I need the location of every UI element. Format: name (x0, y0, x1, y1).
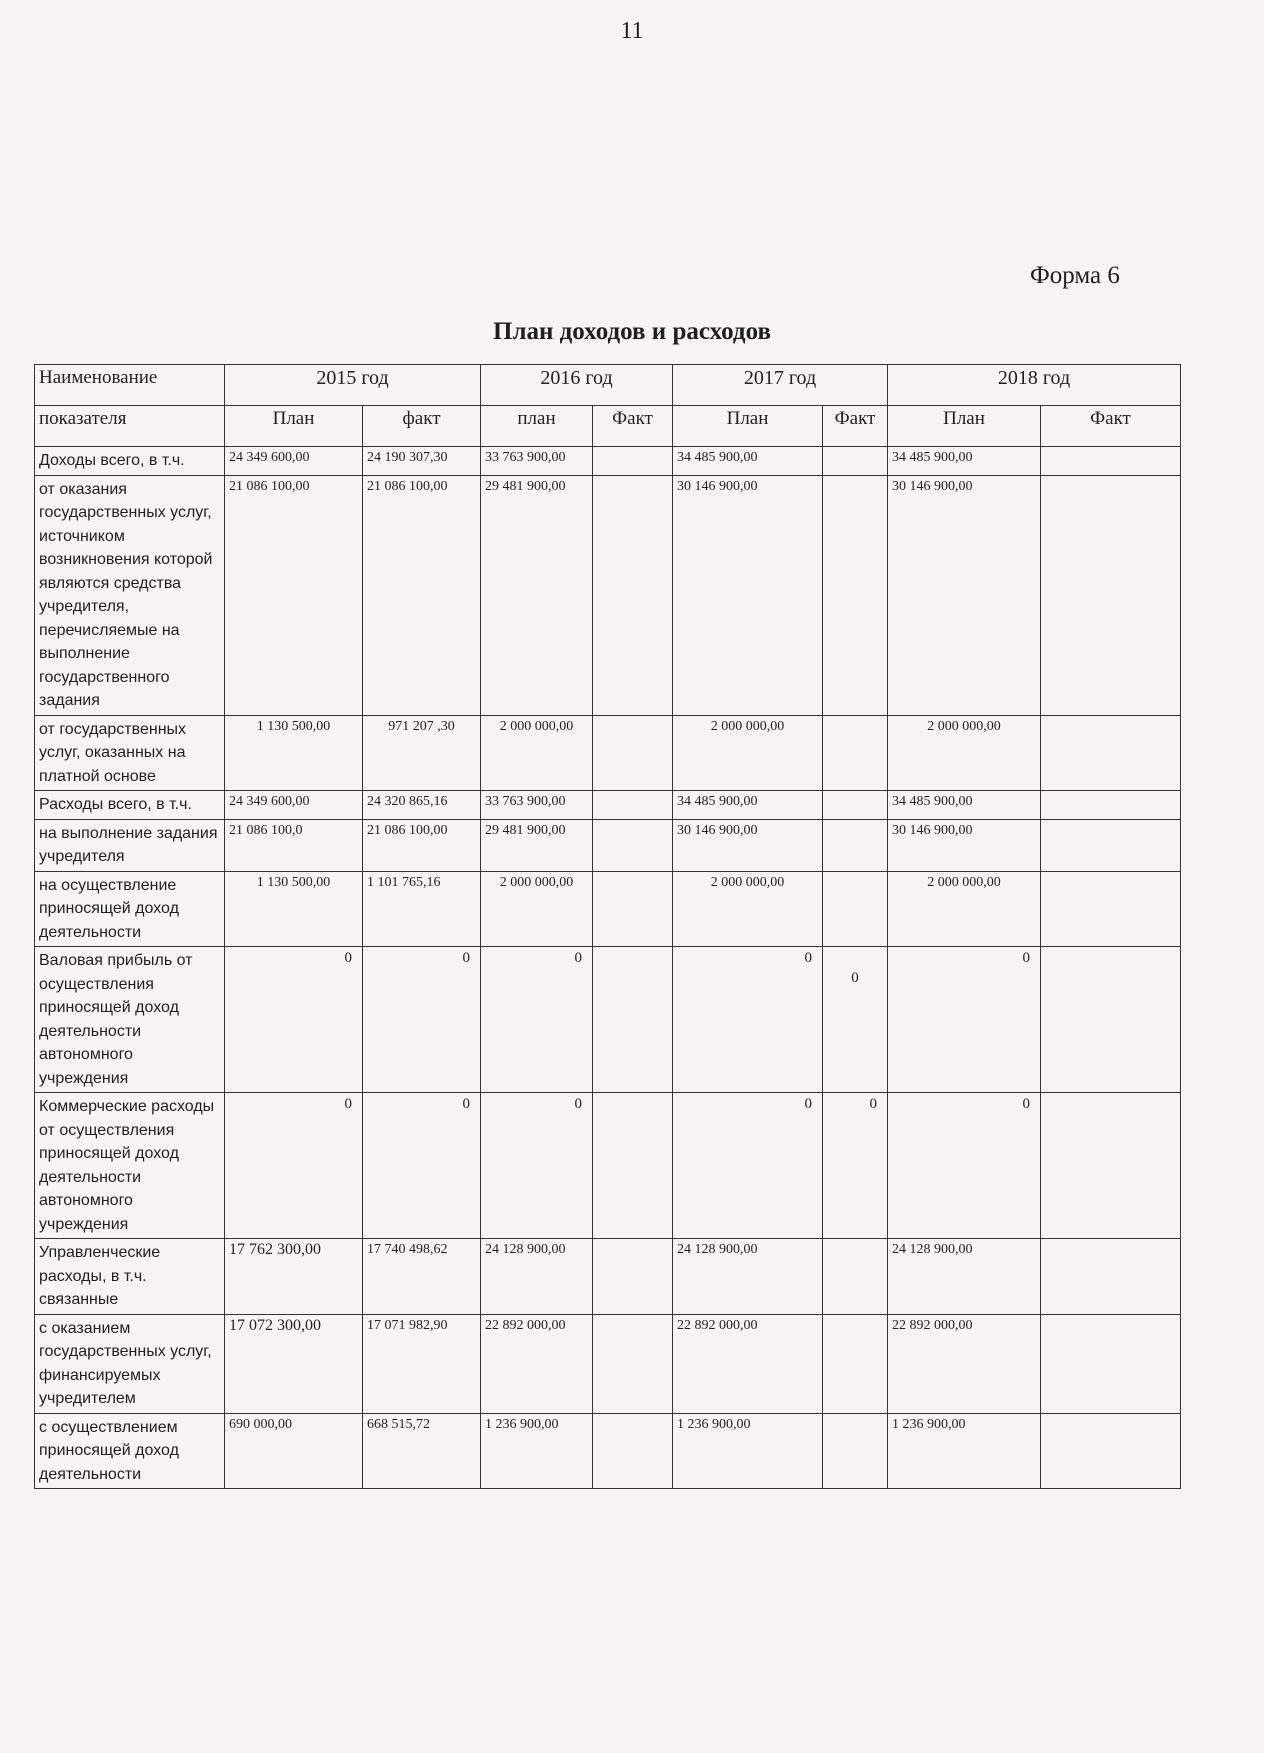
header-row-sub (35, 406, 1181, 447)
value-cell (1041, 871, 1181, 947)
income-expense-table (34, 364, 1181, 1489)
table-row (35, 447, 1181, 476)
value-cell: 1 130 500,00 (225, 871, 363, 947)
header-sub-cell: Факт (593, 406, 673, 447)
value-cell: 24 128 900,00 (888, 1239, 1041, 1315)
header-year-2015: 2015 год (225, 365, 481, 406)
value-cell (823, 1314, 888, 1413)
value-cell (1041, 791, 1181, 820)
value-cell: 34 485 900,00 (888, 791, 1041, 820)
value-cell (823, 447, 888, 476)
row-name: Управленческие расходы, в т.ч. связанные (35, 1239, 225, 1315)
value-cell: 1 236 900,00 (888, 1413, 1041, 1489)
value-cell: 2 000 000,00 (888, 715, 1041, 791)
value-cell: 2 000 000,00 (888, 871, 1041, 947)
value-cell (823, 1239, 888, 1315)
table-row (35, 871, 1181, 947)
header-sub-cell: План (888, 406, 1041, 447)
value-cell (1041, 819, 1181, 871)
value-cell: 0 (363, 1093, 481, 1239)
table-row (35, 1093, 1181, 1239)
value-cell (823, 715, 888, 791)
value-cell (593, 1093, 673, 1239)
value-cell (593, 1314, 673, 1413)
value-cell: 690 000,00 (225, 1413, 363, 1489)
value-cell: 1 236 900,00 (673, 1413, 823, 1489)
value-cell: 24 349 600,00 (225, 791, 363, 820)
table-row (35, 819, 1181, 871)
header-sub-cell: факт (363, 406, 481, 447)
value-cell: 0 (823, 947, 888, 1093)
table-row (35, 1239, 1181, 1315)
value-cell: 24 128 900,00 (481, 1239, 593, 1315)
value-cell: 33 763 900,00 (481, 791, 593, 820)
value-cell (593, 819, 673, 871)
header-sub-cell: План (673, 406, 823, 447)
table-row (35, 715, 1181, 791)
header-name-line2: показателя (35, 406, 225, 447)
row-name: с осуществлением приносящей доход деятельности (35, 1413, 225, 1489)
table-row (35, 1413, 1181, 1489)
value-cell (593, 1413, 673, 1489)
value-cell (823, 819, 888, 871)
value-cell: 24 349 600,00 (225, 447, 363, 476)
value-cell (823, 791, 888, 820)
value-cell (1041, 475, 1181, 715)
value-cell: 0 (481, 947, 593, 1093)
value-cell (593, 447, 673, 476)
value-cell (1041, 947, 1181, 1093)
value-cell: 0 (225, 947, 363, 1093)
document-title: План доходов и расходов (493, 318, 771, 345)
value-cell: 30 146 900,00 (673, 475, 823, 715)
row-name: Расходы всего, в т.ч. (35, 791, 225, 820)
value-cell: 21 086 100,00 (363, 819, 481, 871)
value-cell: 22 892 000,00 (888, 1314, 1041, 1413)
value-cell (823, 1413, 888, 1489)
value-cell (593, 1239, 673, 1315)
value-cell: 29 481 900,00 (481, 819, 593, 871)
value-cell (823, 871, 888, 947)
value-cell (593, 475, 673, 715)
value-cell: 2 000 000,00 (673, 715, 823, 791)
value-cell: 2 000 000,00 (481, 715, 593, 791)
value-cell: 0 (888, 947, 1041, 1093)
value-cell: 0 (673, 1093, 823, 1239)
value-cell: 0 (225, 1093, 363, 1239)
table-row (35, 947, 1181, 1093)
header-row-years (35, 365, 1181, 406)
value-cell: 0 (363, 947, 481, 1093)
value-cell: 22 892 000,00 (673, 1314, 823, 1413)
value-cell: 17 071 982,90 (363, 1314, 481, 1413)
header-year-2016: 2016 год (481, 365, 673, 406)
row-name: Коммерческие расходы от осуществления приносящей доход деятельности автономного учреждения (35, 1093, 225, 1239)
value-cell: 34 485 900,00 (888, 447, 1041, 476)
value-cell: 21 086 100,00 (225, 475, 363, 715)
value-cell (593, 715, 673, 791)
value-cell: 30 146 900,00 (673, 819, 823, 871)
value-cell (593, 791, 673, 820)
row-name: на выполнение задания учредителя (35, 819, 225, 871)
value-cell: 971 207 ,30 (363, 715, 481, 791)
value-cell: 17 762 300,00 (225, 1239, 363, 1315)
header-year-2017: 2017 год (673, 365, 888, 406)
value-cell (1041, 1239, 1181, 1315)
header-sub-cell: план (481, 406, 593, 447)
value-cell: 21 086 100,00 (363, 475, 481, 715)
value-cell: 17 072 300,00 (225, 1314, 363, 1413)
header-sub-cell: Факт (823, 406, 888, 447)
value-cell: 2 000 000,00 (481, 871, 593, 947)
form-label: Форма 6 (1030, 262, 1120, 289)
value-cell: 0 (673, 947, 823, 1093)
value-cell: 29 481 900,00 (481, 475, 593, 715)
header-year-2018: 2018 год (888, 365, 1181, 406)
value-cell: 0 (823, 1093, 888, 1239)
value-cell: 33 763 900,00 (481, 447, 593, 476)
value-cell: 0 (481, 1093, 593, 1239)
value-cell: 1 236 900,00 (481, 1413, 593, 1489)
value-cell: 1 130 500,00 (225, 715, 363, 791)
row-name: от оказания государственных услуг, источником возникновения которой являются средства учредителя, перечисляемые на выполнение государственного задания (35, 475, 225, 715)
value-cell (593, 871, 673, 947)
value-cell (593, 947, 673, 1093)
value-cell: 34 485 900,00 (673, 791, 823, 820)
value-cell: 30 146 900,00 (888, 475, 1041, 715)
value-cell (1041, 1413, 1181, 1489)
header-sub-cell: Факт (1041, 406, 1181, 447)
value-cell: 0 (888, 1093, 1041, 1239)
table-row (35, 475, 1181, 715)
value-cell: 22 892 000,00 (481, 1314, 593, 1413)
row-name: с оказанием государственных услуг, финансируемых учредителем (35, 1314, 225, 1413)
header-name-line1: Наименование (35, 365, 225, 406)
row-name: от государственных услуг, оказанных на платной основе (35, 715, 225, 791)
value-cell: 1 101 765,16 (363, 871, 481, 947)
value-cell: 24 128 900,00 (673, 1239, 823, 1315)
value-cell: 2 000 000,00 (673, 871, 823, 947)
page-number: 11 (620, 18, 644, 44)
value-cell: 30 146 900,00 (888, 819, 1041, 871)
value-cell (1041, 1093, 1181, 1239)
table-row (35, 791, 1181, 820)
value-cell (823, 475, 888, 715)
value-cell (1041, 715, 1181, 791)
header-sub-cell: План (225, 406, 363, 447)
table-row (35, 1314, 1181, 1413)
value-cell (1041, 447, 1181, 476)
value-cell: 668 515,72 (363, 1413, 481, 1489)
value-cell (1041, 1314, 1181, 1413)
value-cell: 34 485 900,00 (673, 447, 823, 476)
value-cell: 21 086 100,0 (225, 819, 363, 871)
row-name: на осуществление приносящей доход деятельности (35, 871, 225, 947)
value-cell: 24 320 865,16 (363, 791, 481, 820)
row-name: Валовая прибыль от осуществления приносящей доход деятельности автономного учреждения (35, 947, 225, 1093)
row-name: Доходы всего, в т.ч. (35, 447, 225, 476)
value-cell: 24 190 307,30 (363, 447, 481, 476)
value-cell: 17 740 498,62 (363, 1239, 481, 1315)
